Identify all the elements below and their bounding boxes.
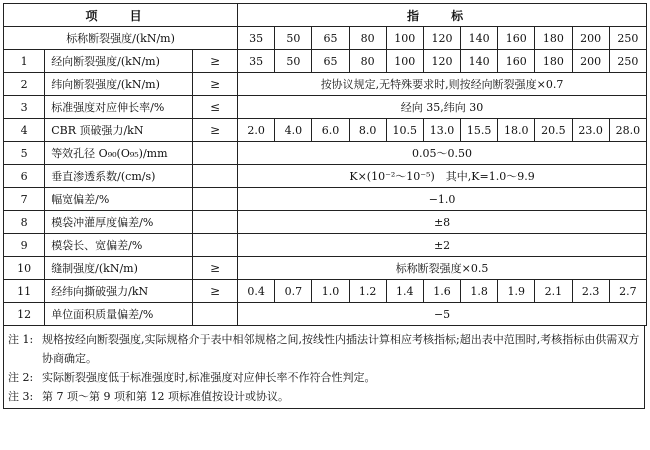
row-item-name: 幅宽偏差/% xyxy=(45,188,193,211)
spec-cell: 200 xyxy=(572,27,609,50)
row-number: 8 xyxy=(4,211,45,234)
row-value-cell: 160 xyxy=(498,50,535,73)
row-value-cell: 6.0 xyxy=(312,119,349,142)
row-value-cell: 15.5 xyxy=(461,119,498,142)
row-merged-value: −1.0 xyxy=(238,188,647,211)
row-item-name: CBR 顶破强力/kN xyxy=(45,119,193,142)
row-merged-value: 标称断裂强度×0.5 xyxy=(238,257,647,280)
row-value-cell: 200 xyxy=(572,50,609,73)
row-comparator xyxy=(192,234,237,257)
row-value-cell: 180 xyxy=(535,50,572,73)
row-number: 4 xyxy=(4,119,45,142)
row-number: 6 xyxy=(4,165,45,188)
row-number: 12 xyxy=(4,303,45,326)
row-item-name: 模袋长、宽偏差/% xyxy=(45,234,193,257)
row-value-cell: 2.1 xyxy=(535,280,572,303)
row-number: 5 xyxy=(4,142,45,165)
row-value-cell: 250 xyxy=(609,50,646,73)
row-number: 1 xyxy=(4,50,45,73)
row-value-cell: 2.3 xyxy=(572,280,609,303)
row-value-cell: 2.7 xyxy=(609,280,646,303)
row-comparator: ≥ xyxy=(192,119,237,142)
note-label: 注 2: xyxy=(8,371,34,384)
row-value-cell: 1.9 xyxy=(498,280,535,303)
row-item-name: 缝制强度/(kN/m) xyxy=(45,257,193,280)
row-comparator xyxy=(192,142,237,165)
note-text: 实际断裂强度低于标准强度时,标准强度对应伸长率不作符合性判定。 xyxy=(42,371,376,384)
row-merged-value: 经向 35,纬向 30 xyxy=(238,96,647,119)
row-merged-value: ±8 xyxy=(238,211,647,234)
table-row xyxy=(4,50,647,73)
row-value-cell: 1.0 xyxy=(312,280,349,303)
row-value-cell: 1.2 xyxy=(349,280,386,303)
spec-cell: 160 xyxy=(498,27,535,50)
spec-cell: 140 xyxy=(461,27,498,50)
row-value-cell: 2.0 xyxy=(238,119,275,142)
row-value-cell: 20.5 xyxy=(535,119,572,142)
row-number: 9 xyxy=(4,234,45,257)
row-merged-value: K×(10⁻²～10⁻⁵) 其中,K=1.0～9.9 xyxy=(238,165,647,188)
row-number: 10 xyxy=(4,257,45,280)
row-merged-value: ±2 xyxy=(238,234,647,257)
row-number: 2 xyxy=(4,73,45,96)
note-item xyxy=(8,368,640,387)
row-item-name: 单位面积质量偏差/% xyxy=(45,303,193,326)
row-value-cell: 0.4 xyxy=(238,280,275,303)
spec-cell: 80 xyxy=(349,27,386,50)
spec-cell: 65 xyxy=(312,27,349,50)
spec-row xyxy=(4,27,647,50)
row-comparator xyxy=(192,188,237,211)
table-row xyxy=(4,188,647,211)
row-item-name: 模袋冲灌厚度偏差/% xyxy=(45,211,193,234)
row-comparator xyxy=(192,165,237,188)
row-item-name: 纬向断裂强度/(kN/m) xyxy=(45,73,193,96)
table-row xyxy=(4,211,647,234)
spec-cell: 250 xyxy=(609,27,646,50)
row-comparator: ≥ xyxy=(192,50,237,73)
row-item-name: 等效孔径 O₉₀(O₉₅)/mm xyxy=(45,142,193,165)
row-value-cell: 65 xyxy=(312,50,349,73)
table-row xyxy=(4,73,647,96)
note-text: 规格按经向断裂强度,实际规格介于表中相邻规格之间,按线性内插法计算相应考核指标;超出表中范围时,考核指标由供需双方协商确定。 xyxy=(42,333,640,365)
note-text: 第 7 项～第 9 项和第 12 项标准值按设计或协议。 xyxy=(42,390,289,403)
notes-section xyxy=(3,326,645,409)
row-value-cell: 23.0 xyxy=(572,119,609,142)
row-value-cell: 8.0 xyxy=(349,119,386,142)
row-number: 11 xyxy=(4,280,45,303)
row-value-cell: 4.0 xyxy=(275,119,312,142)
row-value-cell: 0.7 xyxy=(275,280,312,303)
row-number: 7 xyxy=(4,188,45,211)
table-row xyxy=(4,142,647,165)
table-row xyxy=(4,280,647,303)
row-item-name: 经向断裂强度/(kN/m) xyxy=(45,50,193,73)
row-value-cell: 1.4 xyxy=(386,280,423,303)
row-value-cell: 35 xyxy=(238,50,275,73)
table-row xyxy=(4,234,647,257)
row-merged-value: −5 xyxy=(238,303,647,326)
table-row xyxy=(4,119,647,142)
row-merged-value: 按协议规定,无特殊要求时,则按经向断裂强度×0.7 xyxy=(238,73,647,96)
row-item-name: 标准强度对应伸长率/% xyxy=(45,96,193,119)
spec-row-label: 标称断裂强度/(kN/m) xyxy=(4,27,238,50)
row-merged-value: 0.05～0.50 xyxy=(238,142,647,165)
row-value-cell: 13.0 xyxy=(423,119,460,142)
row-value-cell: 80 xyxy=(349,50,386,73)
item-header: 项 目 xyxy=(4,4,238,27)
spec-cell: 100 xyxy=(386,27,423,50)
note-item xyxy=(8,387,640,406)
table-row xyxy=(4,257,647,280)
spec-table-document xyxy=(3,3,647,409)
row-comparator: ≤ xyxy=(192,96,237,119)
spec-cell: 180 xyxy=(535,27,572,50)
row-value-cell: 10.5 xyxy=(386,119,423,142)
row-comparator xyxy=(192,211,237,234)
row-comparator xyxy=(192,303,237,326)
index-header: 指 标 xyxy=(238,4,647,27)
table-row xyxy=(4,96,647,119)
note-item xyxy=(8,330,640,368)
row-value-cell: 1.6 xyxy=(423,280,460,303)
row-value-cell: 18.0 xyxy=(498,119,535,142)
note-label: 注 3: xyxy=(8,390,34,403)
row-number: 3 xyxy=(4,96,45,119)
row-comparator: ≥ xyxy=(192,257,237,280)
row-value-cell: 28.0 xyxy=(609,119,646,142)
table-row xyxy=(4,303,647,326)
row-value-cell: 140 xyxy=(461,50,498,73)
note-label: 注 1: xyxy=(8,333,34,346)
row-item-name: 经纬向撕破强力/kN xyxy=(45,280,193,303)
spec-cell: 120 xyxy=(423,27,460,50)
spec-table xyxy=(3,3,647,326)
row-comparator: ≥ xyxy=(192,73,237,96)
spec-cell: 50 xyxy=(275,27,312,50)
table-row xyxy=(4,165,647,188)
row-comparator: ≥ xyxy=(192,280,237,303)
row-value-cell: 1.8 xyxy=(461,280,498,303)
spec-cell: 35 xyxy=(238,27,275,50)
header-row xyxy=(4,4,647,27)
row-value-cell: 50 xyxy=(275,50,312,73)
row-value-cell: 120 xyxy=(423,50,460,73)
row-item-name: 垂直渗透系数/(cm/s) xyxy=(45,165,193,188)
row-value-cell: 100 xyxy=(386,50,423,73)
